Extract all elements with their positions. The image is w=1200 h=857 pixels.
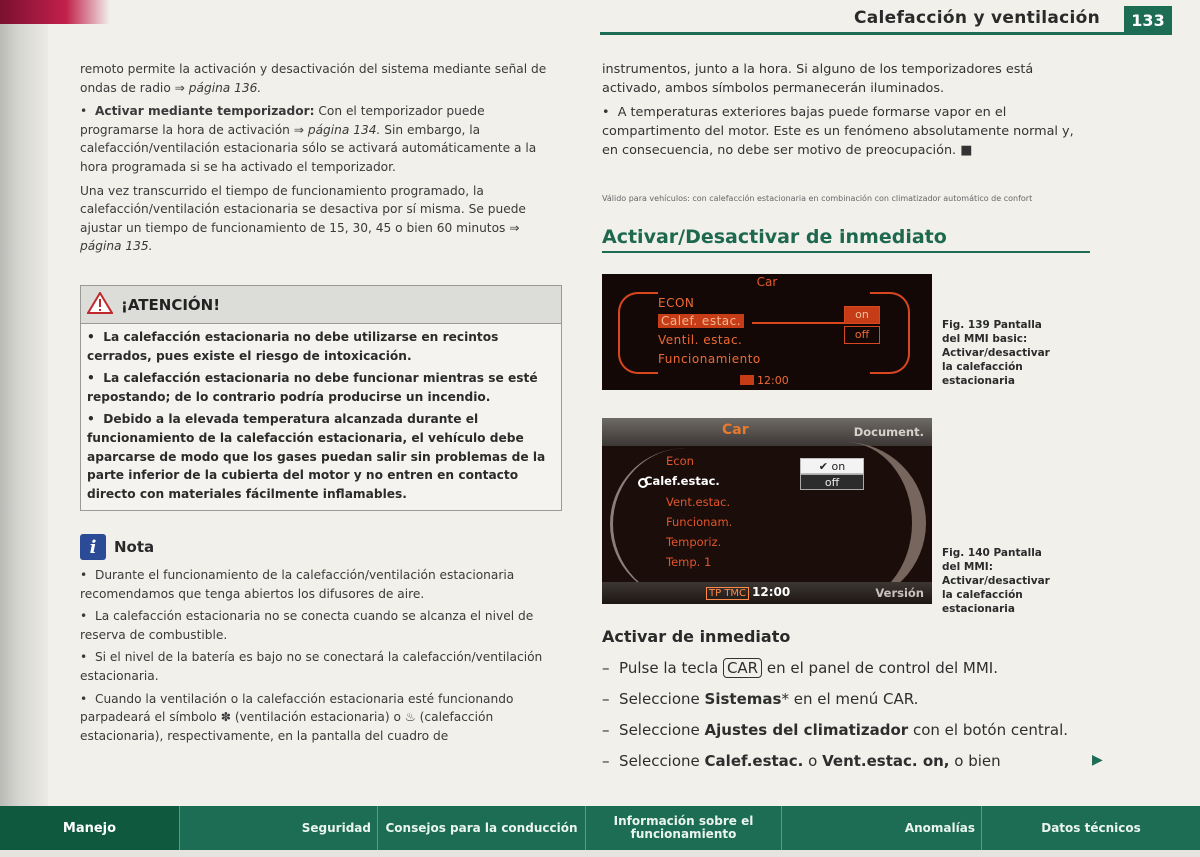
steps-heading: Activar de inmediato <box>602 627 791 646</box>
screen-clock: 12:00 <box>740 374 789 387</box>
note-body <box>80 566 562 749</box>
step-item: – Seleccione Ajustes del climatizador con el botón central. <box>602 715 1102 746</box>
screen-right-label: Document. <box>853 425 924 439</box>
warning-triangle-icon <box>87 292 113 318</box>
screen-version-label: Versión <box>875 586 924 600</box>
menu-item-vent-estac: Vent.estac. <box>666 495 731 509</box>
warning-header <box>81 286 561 324</box>
step-item: – Seleccione Sistemas* en el menú CAR. <box>602 684 1102 715</box>
note-item: • Cuando la ventilación o la calefacción estacionaria esté funcionando parpadeará el símbolo ✽ (ventilación estacionaria) o ♨ (calefacción estacionaria), respectivamente, en la pantalla del cuadro de <box>80 690 562 746</box>
left-column <box>80 60 562 261</box>
option-on: ✔ on <box>800 458 864 474</box>
figure-caption-140: Fig. 140 Pantalla del MMI: Activar/desactivar la calefacción estacionaria <box>942 547 1050 615</box>
page-spine <box>0 0 48 857</box>
paragraph-duration: Una vez transcurrido el tiempo de funcionamiento programado, la calefacción/ventilación estacionaria se desactiva por sí misma. Se puede ajustar un tiempo de funcionamiento de 15, 30, 45 o bien 60 minutos ⇒ página 135. <box>80 183 526 254</box>
note-item: • La calefacción estacionaria no se conecta cuando se alcanza el nivel de reserva de combustible. <box>80 607 562 644</box>
status-chip-icon <box>740 375 754 385</box>
step-item: – Pulse la tecla CAR en el panel de control del MMI. <box>602 653 1102 684</box>
steps-list <box>602 653 1102 777</box>
note-header <box>80 534 562 560</box>
tab-seguridad[interactable]: Seguridad <box>180 806 378 850</box>
tab-datos-tecnicos[interactable]: Datos técnicos <box>1041 820 1141 835</box>
paragraph-vapor: • A temperaturas exteriores bajas puede formarse vapor en el compartimento del motor. Este es un fenómeno absolutamente normal y, en consecuencia, no debe ser motivo de preocupación. ■ <box>602 103 1090 160</box>
note-item: • Si el nivel de la batería es bajo no se conectará la calefacción/ventilación estacionaria. <box>80 648 562 685</box>
warning-item: • La calefacción estacionaria no debe utilizarse en recintos cerrados, pues existe el riesgo de intoxicación. <box>87 328 555 365</box>
menu-item-ventil-estac: Ventil. estac. <box>658 333 743 347</box>
validity-note: Válido para vehículos: con calefacción estacionaria en combinación con climatizador automático de confort <box>602 194 1033 203</box>
page-reference[interactable]: página 136. <box>188 80 262 95</box>
tab-informacion[interactable]: Información sobre el funcionamiento <box>586 806 782 850</box>
page-number: 133 <box>1124 6 1172 35</box>
triangle-right-icon: ▶ <box>1092 752 1103 768</box>
menu-item-funcionam: Funcionam. <box>666 515 733 529</box>
note-title: Nota <box>114 538 155 556</box>
info-icon: i <box>80 534 106 560</box>
spine-mark <box>0 0 110 24</box>
figure-caption-139: Fig. 139 Pantalla del MMI basic: Activar/desactivar la calefacción estacionaria <box>942 319 1050 387</box>
screen-frame-left <box>618 292 658 374</box>
section-heading: Activar/Desactivar de inmediato <box>602 226 1090 253</box>
menu-item-calef-estac: Calef. estac. <box>658 314 744 328</box>
mmi-basic-screen <box>602 274 932 390</box>
page-reference[interactable]: página 135. <box>80 239 153 254</box>
car-key: CAR <box>723 658 762 678</box>
menu-item-econ: ECON <box>658 296 695 310</box>
option-off: off <box>800 474 864 490</box>
warning-item: • La calefacción estacionaria no debe funcionar mientras se esté repostando; de lo contrario podría producirse un incendio. <box>87 369 555 406</box>
mmi-screen <box>602 418 932 604</box>
option-off: off <box>844 326 880 344</box>
screen-clock: TP TMC 12:00 <box>706 585 790 600</box>
right-column <box>602 60 1090 165</box>
warning-body <box>81 324 561 511</box>
page-reference[interactable]: página 134. <box>307 122 381 137</box>
header-rule <box>600 32 1124 35</box>
screen-title: Car <box>756 275 778 289</box>
tab-anomalias[interactable]: Anomalías <box>782 806 982 850</box>
page-bottom-edge <box>0 850 1200 857</box>
warning-item: • Debido a la elevada temperatura alcanzada durante el funcionamiento de la calefacción estacionaria, el vehículo debe aparcarse de modo que los gases puedan salir sin problemas de la parte inferior de la cubierta del motor y no entren en contacto directo con materiales fácilmente inflamables. <box>87 410 555 503</box>
menu-item-calef-estac: Calef.estac. <box>644 474 720 488</box>
option-on: on <box>844 306 880 324</box>
chapter-title: Calefacción y ventilación <box>853 8 1100 28</box>
paragraph-instruments: instrumentos, junto a la hora. Si alguno de los temporizadores está activado, ambos símbolos permanecerán iluminados. <box>602 62 1034 96</box>
menu-item-temp1: Temp. 1 <box>666 555 712 569</box>
tab-consejos[interactable]: Consejos para la conducción <box>378 806 586 850</box>
paragraph-remote: remoto permite la activación y desactivación del sistema mediante señal de ondas de radio ⇒ página 136. <box>80 62 547 95</box>
note-item: • Durante el funcionamiento de la calefacción/ventilación estacionaria recomendamos que tenga abiertos los difusores de aire. <box>80 566 562 603</box>
menu-item-funcionamiento: Funcionamiento <box>658 352 761 366</box>
footer-nav <box>0 806 1200 850</box>
step-item: – Seleccione Calef.estac. o Vent.estac. on, o bien <box>602 746 1102 777</box>
selection-connector <box>752 322 844 324</box>
warning-box <box>80 285 562 511</box>
tab-manejo[interactable]: Manejo <box>0 806 180 850</box>
paragraph-timer: • Activar mediante temporizador: Con el temporizador puede programarse la hora de activación ⇒ página 134. Sin embargo, la calefacción/ventilación estacionaria sólo se activará automáticamente a la hora programada si se ha activado el temporizador. <box>80 102 562 176</box>
menu-item-econ: Econ <box>666 454 694 468</box>
screen-title: Car <box>722 422 749 438</box>
menu-item-temporiz: Temporiz. <box>666 535 722 549</box>
warning-title: ¡ATENCIÓN! <box>121 295 221 314</box>
